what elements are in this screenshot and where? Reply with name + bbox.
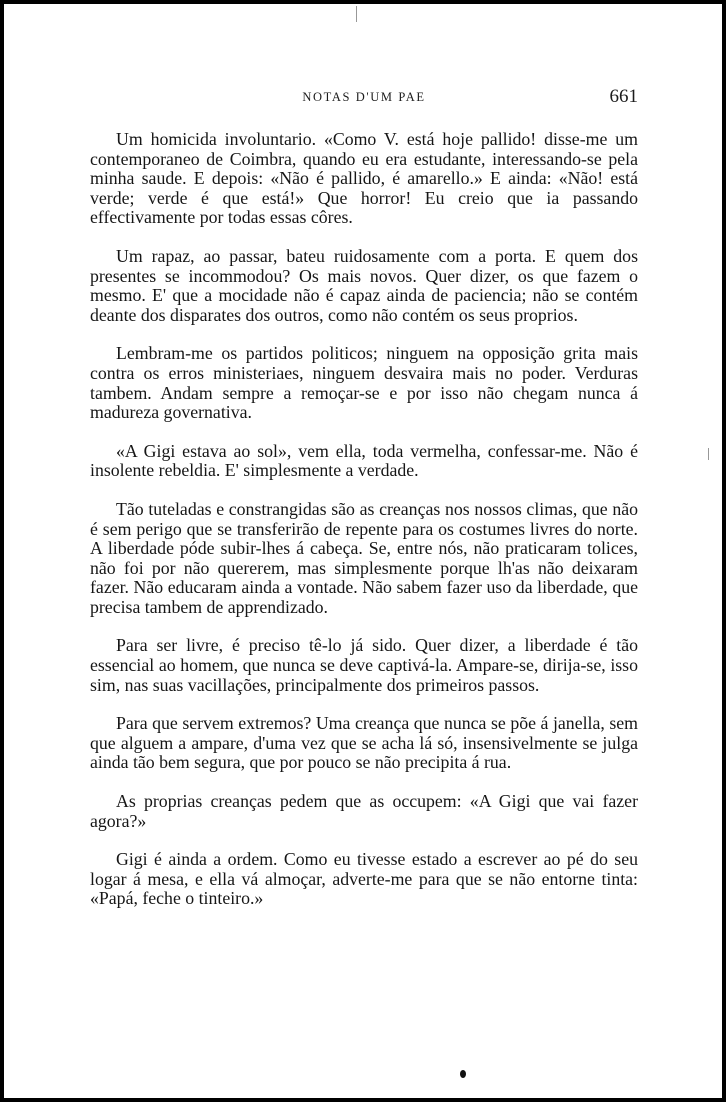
paragraph: Para que servem extremos? Uma creança que nunca se põe á janella, sem que alguem a ampare, d'uma vez que se acha lá só, insensivelmente se julga ainda tão bem segura, que por pouco se não precipita á rua. — [90, 713, 638, 773]
paragraph: Um homicida involuntario. «Como V. está hoje pallido! disse-me um contemporaneo de Coimbra, quando eu era estudante, interessando-se pela minha saude. E depois: «Não é pallido, é amarello.» E ainda: «Não! está verde; verde é que está!» Que horror! Eu creio que ia passando effectivamente por todas essas côres. — [90, 129, 638, 228]
paragraph: As proprias creanças pedem que as occupem: «A Gigi que vai fazer agora?» — [90, 791, 638, 831]
ink-spot — [460, 1070, 466, 1078]
page-header — [90, 86, 638, 110]
scan-mark — [708, 448, 709, 460]
paragraph: Tão tuteladas e constrangidas são as creanças nos nossos climas, que não é sem perigo que se transferirão de repente para os costumes livres do norte. A liberdade póde subir-lhes á cabeça. Se, entre nós, não praticaram tolices, não foi por não quererem, mas simplesmente porque lh'as não deixaram fazer. Não educaram ainda a vontade. Não sabem fazer uso da liberdade, que precisa tambem de apprendizado. — [90, 498, 638, 617]
body-text — [90, 130, 638, 909]
paragraph: «A Gigi estava ao sol», vem ella, toda vermelha, confessar-me. Não é insolente rebeldia. E' simplesmente a verdade. — [90, 440, 638, 481]
paragraph: Para ser livre, é preciso tê-lo já sido. Quer dizer, a liberdade é tão essencial ao homem, que nunca se deve captivá-la. Ampare-se, dirija-se, isso sim, nas suas vacillações, principalmente dos primeiros passos. — [90, 635, 638, 695]
paragraph: Gigi é ainda a ordem. Como eu tivesse estado a escrever ao pé do seu logar á mesa, e ella vá almoçar, adverte-me para que se não entorne tinta: «Papá, feche o tinteiro.» — [90, 849, 638, 909]
scan-mark — [356, 6, 357, 22]
book-page — [4, 4, 722, 1098]
page-number: 661 — [609, 86, 638, 107]
paragraph: Um rapaz, ao passar, bateu ruidosamente com a porta. E quem dos presentes se incommodou? Os mais novos. Quer dizer, os que fazem o mesmo. E' que a mocidade não é capaz ainda de paciencia; não se contém deante dos disparates dos outros, como não contém os seus proprios. — [90, 245, 638, 325]
paragraph: Lembram-me os partidos politicos; ninguem na opposição grita mais contra os erros ministeriaes, ninguem desvaira mais no poder. Verduras tambem. Andam sempre a remoçar-se e por isso não chegam nunca á madureza governativa. — [90, 343, 638, 423]
running-head: NOTAS D'UM PAE — [302, 90, 426, 104]
